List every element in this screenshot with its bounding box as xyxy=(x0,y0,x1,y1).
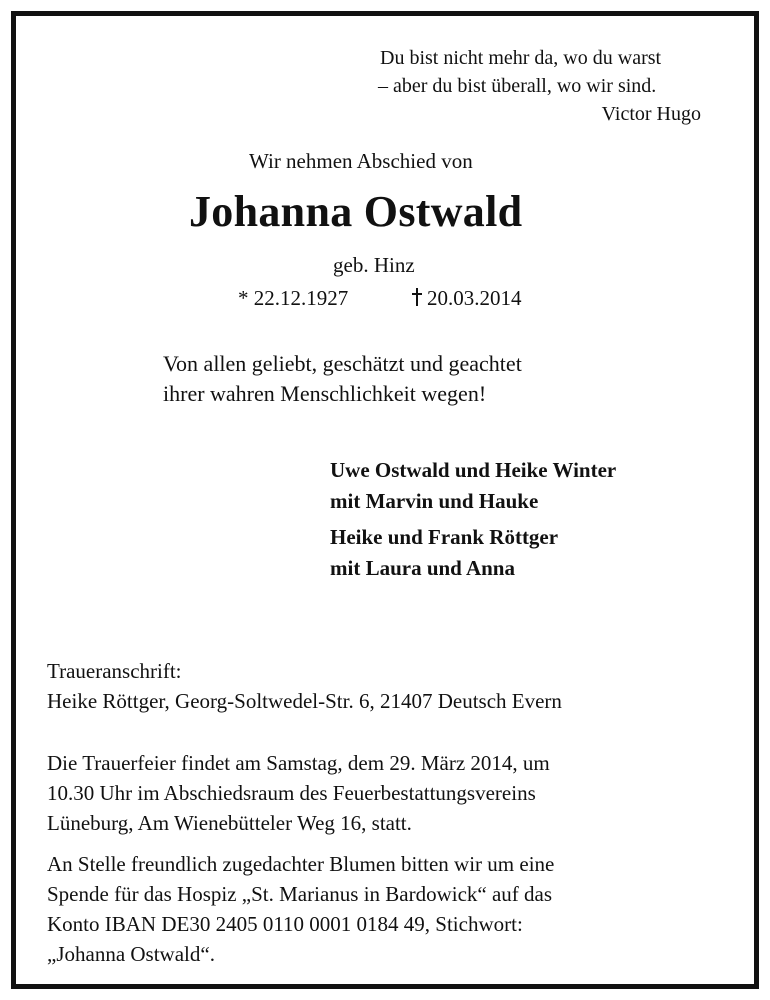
family-line-4: mit Laura und Anna xyxy=(330,556,515,580)
ceremony-line-1: Die Trauerfeier findet am Samstag, dem 29. März 2014, um xyxy=(47,751,550,775)
deceased-name: Johanna Ostwald xyxy=(189,187,523,236)
family-line-3: Heike und Frank Röttger xyxy=(330,525,559,549)
donation-line-2: Spende für das Hospiz „St. Marianus in Bardowick“ auf das xyxy=(47,882,553,906)
quote-line-1: Du bist nicht mehr da, wo du warst xyxy=(380,47,662,69)
address-value: Heike Röttger, Georg-Soltwedel-Str. 6, 21407 Deutsch Evern xyxy=(47,689,562,713)
donation-line-3: Konto IBAN DE30 2405 0110 0001 0184 49, Stichwort: xyxy=(47,912,523,936)
donation-line-4: „Johanna Ostwald“. xyxy=(47,942,215,966)
ceremony-line-3: Lüneburg, Am Wienebütteler Weg 16, statt. xyxy=(47,811,412,835)
ceremony-line-2: 10.30 Uhr im Abschiedsraum des Feuerbestattungsvereins xyxy=(47,781,536,805)
tribute-line-1: Von allen geliebt, geschätzt und geachtet xyxy=(163,351,522,376)
quote-author: Victor Hugo xyxy=(601,103,701,125)
donation-line-1: An Stelle freundlich zugedachter Blumen bitten wir um eine xyxy=(47,852,555,876)
family-line-1: Uwe Ostwald und Heike Winter xyxy=(330,458,617,482)
death-date-group xyxy=(411,286,522,311)
quote-line-2: – aber du bist überall, wo wir sind. xyxy=(378,75,657,97)
maiden-name: geb. Hinz xyxy=(333,253,415,277)
family-line-2: mit Marvin und Hauke xyxy=(330,489,539,513)
intro-text: Wir nehmen Abschied von xyxy=(249,149,473,173)
obituary-frame xyxy=(11,11,759,989)
cross-icon xyxy=(411,288,423,306)
tribute-line-2: ihrer wahren Menschlichkeit wegen! xyxy=(163,381,487,406)
birth-date: * 22.12.1927 xyxy=(238,286,349,310)
address-label: Traueranschrift: xyxy=(47,659,182,683)
death-date: 20.03.2014 xyxy=(427,286,522,310)
